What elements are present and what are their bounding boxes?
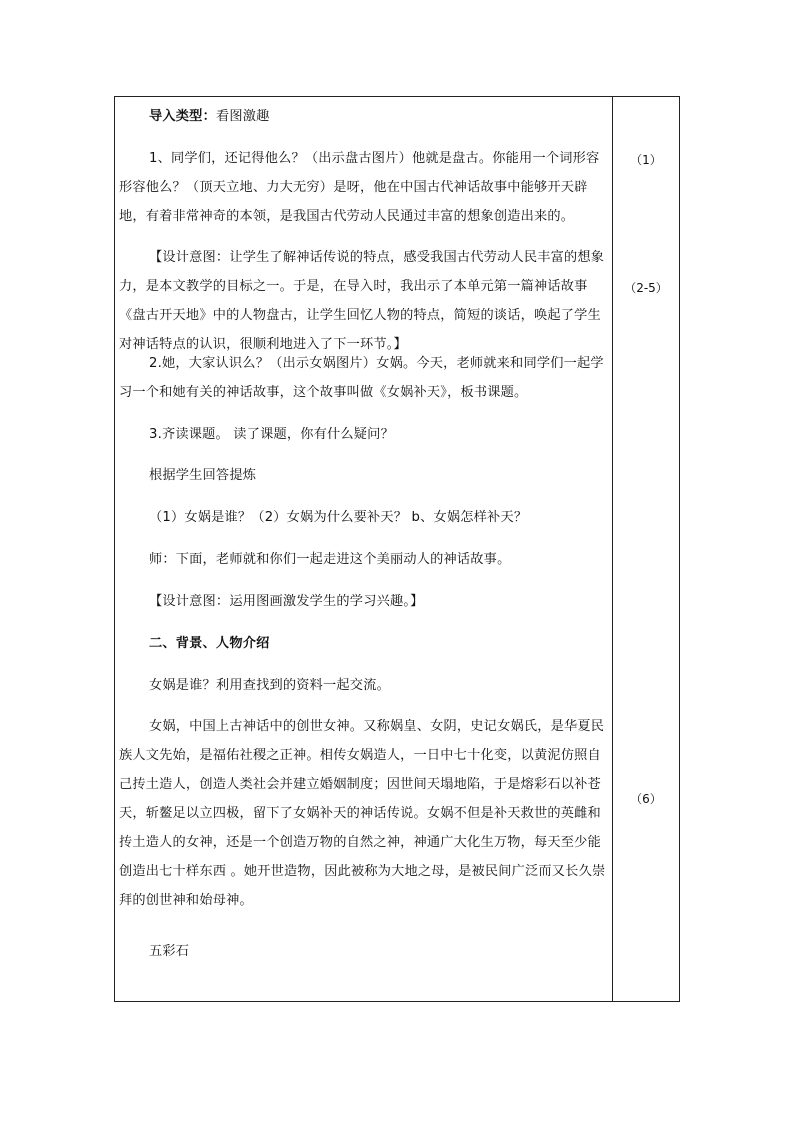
paragraph-6: 师：下面，老师就和你们一起走进这个美丽动人的神话故事。 bbox=[149, 552, 511, 567]
section-heading-2: 二、背景、人物介绍 bbox=[149, 636, 270, 651]
design-intent-1: 【设计意图：让学生了解神话传说的特点，感受我国古代劳动人民丰富的想象力，是本文教学的目标之一。于是，在导入时，我出示了本单元第一篇神话故事《盘古开天地》中的人物盘古，让学生回忆人物的特点，简短的谈话，唤起了学生对神话特点的认识，很顺利地进入了下一环节。】 bbox=[119, 250, 605, 352]
paragraph-2: 2.她，大家认识么？（出示女娲图片）女娲。今天，老师就来和同学们一起学习一个和她有关的神话故事，这个故事叫做《女娲补天》，板书课题。 bbox=[119, 356, 604, 400]
lesson-table bbox=[114, 96, 680, 1002]
paragraph-1: 1、同学们，还记得他么？（出示盘古图片）他就是盘古。你能用一个词形容形容他么？（顶天立地、力大无穷）是呀，他在中国古代神话故事中能够开天辟地，有着非常神奇的本领，是我国古代劳动人民通过丰富的想象创造出来的。 bbox=[119, 151, 600, 224]
question-list: （1）女娲是谁？（2）女娲为什么要补天？ b、女娲怎样补天？ bbox=[149, 510, 528, 525]
section-note-2: （2-5） bbox=[624, 281, 668, 295]
intro-type-label: 导入类型 bbox=[149, 109, 203, 124]
design-intent-2: 【设计意图：运用图画激发学生的学习兴趣。】 bbox=[149, 594, 424, 609]
paragraph-8: 女娲，中国上古神话中的创世女神。又称娲皇、女阴，史记女娲氏，是华夏民族人文先始，是福佑社稷之正神。相传女娲造人，一日中七十化变，以黄泥仿照自己抟土造人，创造人类社会并建立婚姻制度；因世间天塌地陷，于是熔彩石以补苍天，斩鳌足以立四极，留下了女娲补天的神话传说。女娲不但是补天救世的英雌和抟土造人的女神，还是一个创造万物的自然之神，神通广大化生万物，每天至少能创造出七十样东西 。她开世造物，因此被称为大地之母，是被民间广泛而又长久崇拜的创世神和始母神。 bbox=[119, 719, 606, 908]
section-notes-cell bbox=[613, 97, 679, 1001]
section-note-3: （6） bbox=[630, 792, 662, 806]
intro-type-line bbox=[119, 102, 607, 131]
paragraph-4: 根据学生回答提炼 bbox=[149, 468, 257, 483]
intro-type-colon: ： bbox=[202, 109, 216, 124]
paragraph-7: 女娲是谁？利用查找到的资料一起交流。 bbox=[149, 678, 390, 693]
section-note-1: （1） bbox=[630, 153, 662, 167]
paragraph-9: 五彩石 bbox=[149, 944, 190, 959]
paragraph-3: 3.齐读课题。 读了课题，你有什么疑问？ bbox=[149, 427, 394, 442]
lesson-content-cell bbox=[115, 97, 612, 1001]
intro-type-value: 看图激趣 bbox=[215, 109, 270, 124]
